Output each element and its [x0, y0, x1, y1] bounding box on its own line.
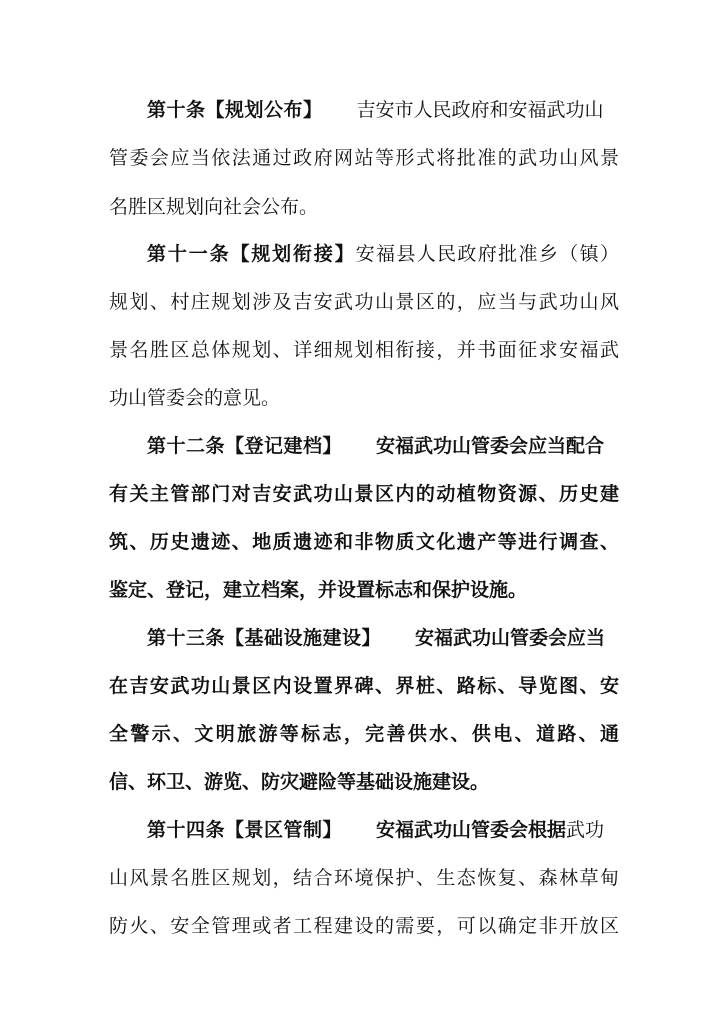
article-12-text-1: 安福武功山管委会应当配合 — [376, 435, 605, 457]
article-11-line-4: 功山管委会的意见。 — [109, 387, 281, 409]
article-14-text-rest: 武功 — [566, 819, 605, 841]
article-13-line-4: 信、环卫、游览、防灾避险等基础设施建设。 — [109, 771, 490, 793]
article-14-line-1 — [147, 813, 619, 847]
article-12-line-3: 筑、历史遗迹、地质遗迹和非物质文化遗产等进行调查、 — [109, 531, 619, 553]
article-11-line-1 — [147, 237, 619, 271]
article-13-text-1: 安福武功山管委会应当 — [415, 627, 606, 649]
article-10-text-1: 吉安市人民政府和安福武功山 — [356, 99, 604, 121]
article-11-line-3: 景名胜区总体规划、详细规划相衔接，并书面征求安福武 — [109, 339, 619, 361]
article-12-line-2: 有关主管部门对吉安武功山景区内的动植物资源、历史建 — [109, 483, 619, 505]
article-10-line-3: 名胜区规划向社会公布。 — [109, 196, 319, 218]
article-10-title: 【规划公布】 — [205, 99, 323, 121]
article-11-line-2: 规划、村庄规划涉及吉安武功山景区的，应当与武功山风 — [109, 291, 619, 313]
article-10-line-2: 管委会应当依法通过政府网站等形式将批准的武功山风景 — [109, 147, 619, 169]
article-12-line-1 — [147, 429, 619, 463]
article-13-line-2: 在吉安武功山景区内设置界碑、界桩、路标、导览图、安 — [109, 675, 619, 697]
article-14-title: 【景区管制】 — [225, 819, 343, 841]
article-12-number: 第十二条 — [147, 435, 226, 457]
article-14-text-bold: 安福武功山管委会根据 — [376, 819, 567, 841]
article-11-text-1: 安福县人民政府批准乡（镇） — [355, 243, 619, 265]
article-10-line-1 — [147, 93, 619, 127]
article-14-number: 第十四条 — [147, 819, 226, 841]
article-11-title: 【规划衔接】 — [230, 243, 356, 265]
article-13-line-3: 全警示、文明旅游等标志，完善供水、供电、道路、通 — [109, 723, 619, 745]
article-13-number: 第十三条 — [147, 627, 226, 649]
article-14-line-2: 山风景名胜区规划，结合环境保护、生态恢复、森林草甸 — [109, 867, 619, 889]
article-10-number: 第十条 — [147, 99, 206, 121]
article-13-title: 【基础设施建设】 — [225, 627, 382, 649]
article-12-title: 【登记建档】 — [225, 435, 343, 457]
article-13-line-1 — [147, 621, 619, 655]
article-11-number: 第十一条 — [147, 243, 231, 265]
article-14-line-3: 防火、安全管理或者工程建设的需要，可以确定非开放区 — [109, 915, 619, 937]
article-12-line-4: 鉴定、登记，建立档案，并设置标志和保护设施。 — [109, 579, 528, 601]
